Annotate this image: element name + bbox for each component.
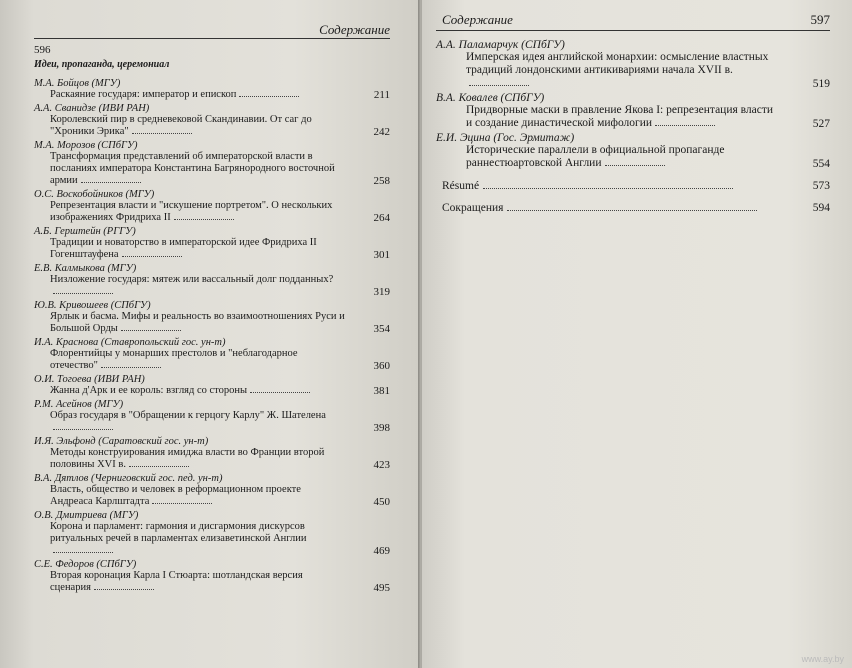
toc-page-number: 211 xyxy=(373,89,390,101)
dot-leader xyxy=(655,124,715,126)
toc-entry xyxy=(34,473,390,508)
toc-title-text: Власть, общество и человек в реформационном проекте Андреаса Карлштадта xyxy=(50,484,301,507)
toc-page-number: 554 xyxy=(812,158,830,170)
toc-entry xyxy=(34,78,390,101)
toc-author: Р.М. Асейнов (МГУ) xyxy=(34,399,124,410)
toc-entry xyxy=(34,559,390,594)
right-page-number: 597 xyxy=(810,12,830,27)
toc-title-text: Придворные маски в правление Якова I: репрезентация власти и создание династической мифологии xyxy=(466,104,774,129)
right-page xyxy=(422,0,852,668)
dot-leader xyxy=(53,551,113,553)
toc-entry xyxy=(436,132,830,170)
toc-page-number: 381 xyxy=(373,385,390,397)
toc-author: М.А. Бойцов (МГУ) xyxy=(34,78,121,89)
toc-title-text: Трансформация представлений об императорской власти в посланиях императора Константина Багрянородного восточной армии xyxy=(50,151,335,186)
toc-entry xyxy=(34,140,390,187)
toc-page-number: 519 xyxy=(812,78,830,90)
toc-author: В.А. Ковалев (СПбГУ) xyxy=(436,92,545,104)
dot-leader xyxy=(53,292,113,294)
right-toc-list xyxy=(436,39,830,170)
right-header-title: Содержание xyxy=(442,12,513,27)
toc-title xyxy=(34,311,390,335)
toc-title-text: Жанна д'Арк и ее король: взгляд со стороны xyxy=(50,385,248,396)
dot-leader xyxy=(81,181,141,183)
toc-title xyxy=(34,447,390,471)
toc-title-text: Раскаяние государя: император и епископ xyxy=(50,89,237,100)
toc-title xyxy=(34,237,390,261)
toc-title xyxy=(34,89,390,101)
toc-title xyxy=(34,385,390,397)
left-page-number: 596 xyxy=(34,44,51,56)
toc-title xyxy=(34,348,390,372)
right-page-header xyxy=(436,10,830,31)
toc-page-number: 450 xyxy=(373,496,390,508)
toc-title-text: Исторические параллели в официальной пропаганде раннестюартовской Англии xyxy=(466,144,725,169)
watermark: www.ay.by xyxy=(801,654,844,664)
toc-title xyxy=(34,410,390,434)
toc-page-number: 469 xyxy=(373,545,390,557)
toc-simple-entry xyxy=(436,202,830,214)
toc-title xyxy=(34,200,390,224)
toc-page-number: 573 xyxy=(812,180,830,192)
toc-title xyxy=(34,484,390,508)
dot-leader xyxy=(483,187,733,189)
dot-leader xyxy=(101,366,161,368)
toc-page-number: 264 xyxy=(373,212,390,224)
toc-entry xyxy=(34,103,390,138)
toc-page-number: 495 xyxy=(373,582,390,594)
toc-title xyxy=(436,104,830,130)
dot-leader xyxy=(94,588,154,590)
left-page-header xyxy=(34,18,390,56)
toc-page-number: 354 xyxy=(373,323,390,335)
toc-entry xyxy=(34,300,390,335)
toc-entry xyxy=(34,189,390,224)
toc-page-number: 594 xyxy=(812,202,830,214)
toc-author: О.В. Дмитриева (МГУ) xyxy=(34,510,139,521)
section-title: Идеи, пропаганда, церемониал xyxy=(34,59,170,70)
toc-page-number: 242 xyxy=(373,126,390,138)
dot-leader xyxy=(132,132,192,134)
toc-page-number: 527 xyxy=(812,118,830,130)
toc-author: В.А. Дятлов (Черниговский гос. пед. ун-т) xyxy=(34,473,223,484)
toc-author: Е.И. Эцина (Гос. Эрмитаж) xyxy=(436,132,575,144)
toc-title-text: Вторая коронация Карла I Стюарта: шотландская версия сценария xyxy=(50,570,303,593)
toc-title-text: Образ государя в "Обращении к герцогу Карлу" Ж. Шателена xyxy=(50,410,326,421)
toc-title xyxy=(34,521,390,557)
toc-entry xyxy=(34,436,390,471)
dot-leader xyxy=(469,84,529,86)
toc-entry xyxy=(34,510,390,557)
toc-author: А.А. Сванидзе (ИВИ РАН) xyxy=(34,103,150,114)
toc-author: Е.В. Калмыкова (МГУ) xyxy=(34,263,137,274)
toc-title-text: Низложение государя: мятеж или вассальный долг подданных? xyxy=(50,274,334,285)
toc-page-number: 423 xyxy=(373,459,390,471)
toc-title-text: Корона и парламент: гармония и дисгармония дискурсов ритуальных речей в парламентах елизаветинской Англии xyxy=(50,521,307,544)
toc-title-text: Традиции и новаторство в императорской идее Фридриха II Гогенштауфена xyxy=(50,237,317,260)
toc-title xyxy=(34,151,390,187)
toc-entry xyxy=(34,226,390,261)
dot-leader xyxy=(174,218,234,220)
toc-author: Ю.В. Кривошеев (СПбГУ) xyxy=(34,300,151,311)
toc-entry xyxy=(34,263,390,298)
toc-simple-title: Résumé xyxy=(442,180,480,192)
toc-page-number: 360 xyxy=(373,360,390,372)
toc-author: С.Е. Федоров (СПбГУ) xyxy=(34,559,137,570)
toc-author: О.И. Тогоева (ИВИ РАН) xyxy=(34,374,145,385)
toc-title xyxy=(34,274,390,298)
toc-author: М.А. Морозов (СПбГУ) xyxy=(34,140,138,151)
left-page xyxy=(0,0,420,668)
dot-leader xyxy=(121,329,181,331)
toc-title xyxy=(34,114,390,138)
toc-page-number: 398 xyxy=(373,422,390,434)
toc-entry xyxy=(34,399,390,434)
toc-title-text: Методы конструирования имиджа власти во Франции второй половины XVI в. xyxy=(50,447,325,470)
toc-simple-entry xyxy=(436,180,830,192)
left-toc-list xyxy=(34,78,390,594)
toc-title-text: Ярлык и басма. Мифы и реальность во взаимоотношениях Руси и Большой Орды xyxy=(50,311,345,334)
toc-author: О.С. Воскобойников (МГУ) xyxy=(34,189,155,200)
toc-entry xyxy=(436,92,830,130)
toc-title xyxy=(436,144,830,170)
dot-leader xyxy=(507,209,757,211)
toc-title xyxy=(34,570,390,594)
toc-title-text: Имперская идея английской монархии: осмысление властных традиций лондонскими антикивариями начала XVII в. xyxy=(466,51,769,76)
left-header-title: Содержание xyxy=(319,22,390,37)
dot-leader xyxy=(239,95,299,97)
toc-entry xyxy=(436,39,830,90)
toc-author: А.Б. Герштейн (РГГУ) xyxy=(34,226,136,237)
dot-leader xyxy=(605,164,665,166)
toc-page-number: 301 xyxy=(373,249,390,261)
toc-author: А.А. Паламарчук (СПбГУ) xyxy=(436,39,565,51)
toc-entry xyxy=(34,374,390,397)
toc-entry xyxy=(34,337,390,372)
toc-page-number: 319 xyxy=(373,286,390,298)
dot-leader xyxy=(53,428,113,430)
toc-title-text: Репрезентация власти и "искушение портретом". О нескольких изображениях Фридриха II xyxy=(50,200,333,223)
dot-leader xyxy=(122,255,182,257)
toc-author: И.А. Краснова (Ставропольский гос. ун-т) xyxy=(34,337,226,348)
dot-leader xyxy=(250,391,310,393)
toc-page-number: 258 xyxy=(373,175,390,187)
toc-title-text: Флорентийцы у монарших престолов и "неблагодарное отечество" xyxy=(50,348,298,371)
toc-title-text: Королевский пир в средневековой Скандинавии. От саг до "Хроники Эрика" xyxy=(50,114,312,137)
dot-leader xyxy=(129,465,189,467)
dot-leader xyxy=(152,502,212,504)
toc-author: И.Я. Эльфонд (Саратовский гос. ун-т) xyxy=(34,436,209,447)
toc-simple-title: Сокращения xyxy=(442,202,504,214)
toc-title xyxy=(436,51,830,90)
right-simple-list xyxy=(436,180,830,214)
